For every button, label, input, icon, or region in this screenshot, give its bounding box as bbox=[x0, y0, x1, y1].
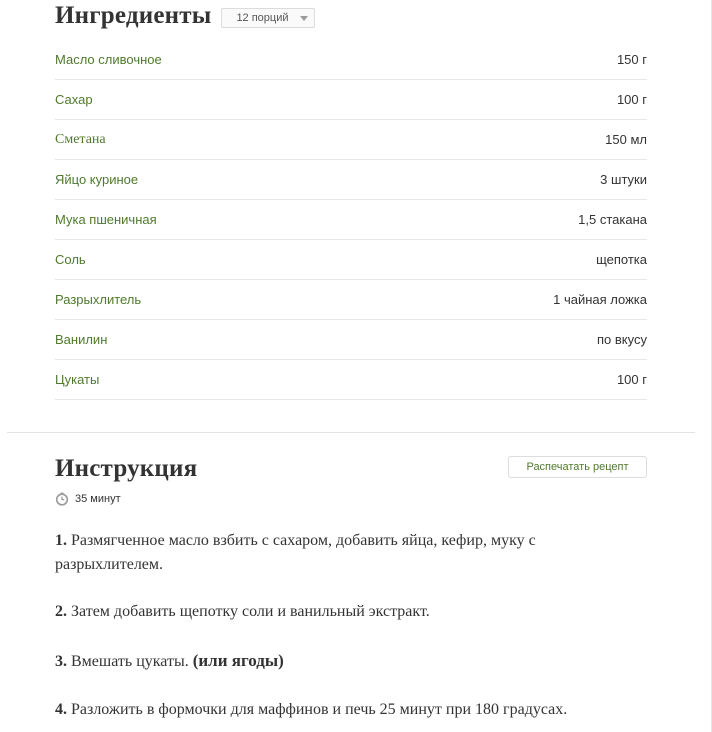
ingredient-amount: 100 г bbox=[616, 92, 647, 107]
step-number: 2. bbox=[55, 603, 67, 620]
cooking-time bbox=[55, 492, 121, 506]
clock-icon bbox=[55, 492, 69, 506]
step-text: Вмешать цукаты. bbox=[67, 653, 193, 670]
instructions-title: Инструкция bbox=[55, 455, 198, 482]
ingredient-amount: 1 чайная ложка bbox=[553, 292, 647, 307]
instruction-step bbox=[55, 649, 635, 674]
ingredient-name[interactable]: Сметана bbox=[55, 131, 106, 147]
ingredient-name[interactable]: Сахар bbox=[55, 92, 93, 107]
ingredient-name[interactable]: Яйцо куриное bbox=[55, 172, 139, 187]
ingredient-amount: 1,5 стакана bbox=[578, 212, 647, 227]
chevron-down-icon bbox=[300, 16, 308, 21]
cooking-time-value: 35 минут bbox=[75, 493, 121, 505]
ingredient-amount: 150 мл bbox=[605, 132, 647, 147]
print-recipe-button[interactable]: Распечатать рецепт bbox=[508, 456, 647, 478]
step-number: 3. bbox=[55, 653, 67, 670]
ingredient-row bbox=[55, 280, 647, 320]
ingredient-name[interactable]: Мука пшеничная bbox=[55, 212, 157, 227]
ingredient-row bbox=[55, 240, 647, 280]
instruction-step bbox=[55, 698, 635, 722]
instruction-step bbox=[55, 600, 635, 624]
ingredient-row bbox=[55, 120, 647, 160]
ingredient-name[interactable]: Соль bbox=[55, 252, 86, 267]
ingredient-row bbox=[55, 80, 647, 120]
ingredient-row bbox=[55, 360, 647, 400]
ingredient-amount: 3 штуки bbox=[600, 172, 647, 187]
ingredient-name[interactable]: Разрыхлитель bbox=[55, 292, 142, 307]
servings-select[interactable] bbox=[221, 8, 315, 28]
ingredient-amount: щепотка bbox=[596, 252, 647, 267]
ingredient-row bbox=[55, 40, 647, 80]
step-number: 4. bbox=[55, 701, 67, 718]
ingredient-name[interactable]: Масло сливочное bbox=[55, 52, 162, 67]
ingredient-amount: по вкусу bbox=[597, 332, 647, 347]
step-text: Затем добавить щепотку соли и ванильный экстракт. bbox=[67, 603, 430, 620]
section-divider bbox=[7, 432, 695, 433]
step-number: 1. bbox=[55, 532, 67, 549]
ingredient-name[interactable]: Цукаты bbox=[55, 372, 100, 387]
ingredient-list bbox=[55, 40, 647, 400]
ingredient-name[interactable]: Ванилин bbox=[55, 332, 108, 347]
ingredients-title: Ингредиенты bbox=[55, 2, 212, 29]
instruction-step bbox=[55, 529, 635, 577]
ingredient-amount: 100 г bbox=[616, 372, 647, 387]
ingredients-header bbox=[55, 0, 315, 32]
ingredient-row bbox=[55, 320, 647, 360]
servings-value: 12 порций bbox=[236, 12, 289, 24]
step-note: (или ягоды) bbox=[192, 651, 284, 670]
step-text: Разложить в формочки для маффинов и печь 25 минут при 180 градусах. bbox=[67, 701, 568, 718]
ingredient-amount: 150 г bbox=[616, 52, 647, 67]
ingredient-row bbox=[55, 160, 647, 200]
step-text: Размягченное масло взбить с сахаром, добавить яйца, кефир, муку с разрыхлителем. bbox=[55, 532, 536, 573]
ingredient-row bbox=[55, 200, 647, 240]
